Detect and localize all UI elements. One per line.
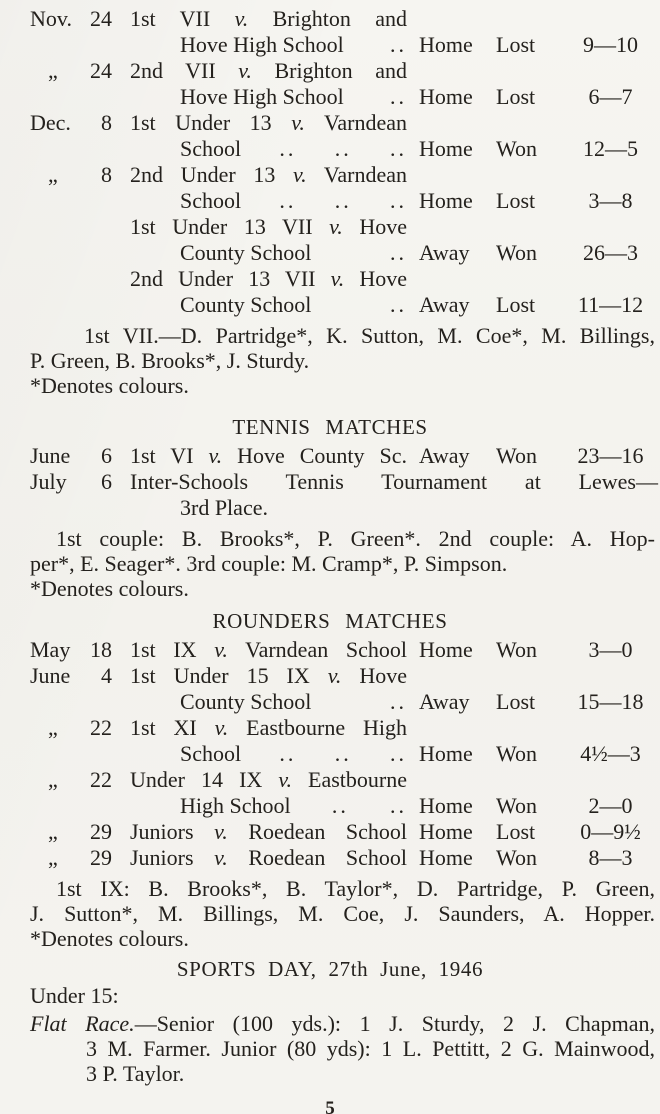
match-description-continued — [130, 32, 407, 58]
date-day: 4 — [101, 663, 112, 688]
match-row — [0, 110, 660, 162]
dot-leader: .. — [279, 741, 297, 766]
dot-leader: .. — [279, 136, 297, 161]
date-day: 29 — [90, 819, 112, 844]
date-day: 6 — [101, 469, 112, 494]
date-day: 24 — [90, 58, 112, 83]
match-description-text: County School — [180, 240, 312, 265]
dot-leader: .. — [390, 689, 407, 714]
match-row — [0, 845, 660, 871]
result-cell: Won — [496, 240, 538, 265]
match-description: 2nd VII v. Brighton and — [130, 58, 407, 83]
sports-day-section — [0, 956, 660, 1086]
venue-cell: Away — [419, 443, 470, 468]
colours-note: *Denotes colours. — [30, 926, 189, 951]
match-description-text: School — [180, 188, 242, 213]
team-note — [0, 323, 660, 398]
date-month: June — [30, 443, 71, 468]
result-cell: Won — [496, 845, 538, 870]
flat-race-line: Flat Race.—Senior (100 yds.): 1 J. Sturdy, 2 J. Chapman, — [30, 1011, 655, 1036]
match-description-continued — [130, 84, 407, 110]
ditto-mark: „ — [48, 162, 59, 187]
match-description-continued — [130, 793, 407, 819]
match-description: 2nd Under 13 v. Varndean — [130, 162, 408, 187]
venue-cell: Away — [419, 292, 470, 317]
venue-cell: Home — [419, 845, 473, 870]
ditto-mark: „ — [48, 819, 59, 844]
match-description-continued — [130, 240, 407, 266]
ditto-mark: „ — [48, 767, 59, 792]
match-description: 1st Under 15 IX v. Hove — [130, 663, 407, 688]
score-cell: 6—7 — [588, 84, 633, 109]
colours-note: *Denotes colours. — [30, 576, 189, 601]
venue-cell: Home — [419, 32, 473, 57]
match-description: 1st IX v. Varndean School — [130, 637, 407, 662]
match-row — [0, 767, 660, 819]
date-day: 22 — [90, 715, 112, 740]
result-cell: Won — [496, 741, 538, 766]
dot-leader: .. — [331, 793, 349, 818]
venue-cell: Away — [419, 689, 470, 714]
match-description-continued — [130, 136, 407, 162]
score-cell: 12—5 — [583, 136, 638, 161]
team-note-line: 1st couple: B. Brooks*, P. Green*. 2nd couple: A. Hop- — [56, 526, 655, 551]
match-description-text: School — [180, 741, 242, 766]
match-row — [0, 715, 660, 767]
team-note — [0, 876, 660, 951]
date-day: 8 — [101, 162, 112, 187]
section-heading: ROUNDERS MATCHES — [212, 609, 448, 633]
match-row — [0, 469, 660, 521]
match-description-continued — [130, 188, 407, 214]
match-row — [0, 443, 660, 469]
match-description: Inter-Schools Tennis Tournament at Lewes— — [130, 469, 658, 494]
match-description-text: High School — [180, 793, 291, 818]
score-cell: 9—10 — [583, 32, 638, 57]
flat-race-results — [0, 1011, 660, 1086]
dot-leader: .. — [334, 136, 352, 161]
team-note-line: P. Green, B. Brooks*, J. Sturdy. — [30, 348, 310, 373]
date-day: 6 — [101, 443, 112, 468]
rounders-results-table — [0, 637, 660, 871]
date-month: June — [30, 663, 71, 688]
match-description: Juniors v. Roedean School — [130, 845, 407, 870]
match-description: 1st Under 13 v. Varndean — [130, 110, 408, 135]
dot-leader: .. — [390, 240, 407, 265]
match-row — [0, 162, 660, 214]
dot-leader: .. — [390, 793, 407, 818]
venue-cell: Home — [419, 793, 473, 818]
result-cell: Lost — [496, 188, 536, 213]
result-cell: Won — [496, 637, 538, 662]
date-month: July — [30, 469, 67, 494]
score-cell: 3—0 — [588, 637, 633, 662]
match-row — [0, 819, 660, 845]
match-description: Under 14 IX v. Eastbourne — [130, 767, 407, 792]
match-description: 1st VII v. Brighton and — [130, 6, 407, 31]
dot-leader: .. — [389, 188, 407, 213]
dot-leader: .. — [334, 188, 352, 213]
dot-leader: .. — [390, 32, 407, 57]
match-description-continued — [130, 689, 407, 715]
date-day: 22 — [90, 767, 112, 792]
score-cell: 3—8 — [588, 188, 633, 213]
page-number: 5 — [325, 1098, 335, 1114]
venue-cell: Home — [419, 741, 473, 766]
match-description: 2nd Under 13 VII v. Hove — [130, 266, 408, 291]
dot-leader: .. — [334, 741, 352, 766]
venue-cell: Home — [419, 637, 473, 662]
team-note-line: 1st IX: B. Brooks*, B. Taylor*, D. Partridge, P. Green, — [56, 876, 655, 901]
team-note-line: 1st VII.—D. Partridge*, K. Sutton, M. Coe*, M. Billings, — [84, 323, 655, 348]
netball-results-table — [0, 6, 660, 398]
dot-leader: .. — [389, 741, 407, 766]
dot-leader: .. — [279, 188, 297, 213]
match-row — [0, 58, 660, 110]
score-cell: 0—9½ — [580, 819, 641, 844]
date-month: May — [30, 637, 71, 662]
match-row — [0, 637, 660, 663]
match-description: Juniors v. Roedean School — [130, 819, 407, 844]
match-description-continued — [130, 292, 407, 318]
venue-cell: Home — [419, 188, 473, 213]
match-description-text: Hove High School — [180, 84, 344, 109]
rounders-section — [0, 608, 660, 951]
score-cell: 2—0 — [588, 793, 633, 818]
dot-leader: .. — [389, 136, 407, 161]
venue-cell: Away — [419, 240, 470, 265]
venue-cell: Home — [419, 819, 473, 844]
result-cell: Won — [496, 136, 538, 161]
match-description: 1st XI v. Eastbourne High — [130, 715, 407, 740]
match-description-text: School — [180, 136, 242, 161]
match-description-text: 3rd Place. — [180, 495, 268, 520]
match-description-text: County School — [180, 689, 312, 714]
match-row — [0, 6, 660, 58]
tennis-results-table — [0, 443, 660, 521]
match-description-continued — [130, 495, 407, 521]
venue-cell: Home — [419, 136, 473, 161]
ditto-mark: „ — [48, 58, 59, 83]
date-month: Dec. — [30, 110, 71, 135]
match-description-text: County School — [180, 292, 312, 317]
score-cell: 26—3 — [583, 240, 638, 265]
team-note-line: per*, E. Seager*. 3rd couple: M. Cramp*, P. Simpson. — [30, 551, 508, 576]
result-cell: Lost — [496, 84, 536, 109]
section-heading: TENNIS MATCHES — [232, 415, 428, 439]
date-month: Nov. — [30, 6, 72, 31]
ditto-mark: „ — [48, 845, 59, 870]
result-cell: Lost — [496, 292, 536, 317]
result-cell: Won — [496, 793, 538, 818]
result-cell: Lost — [496, 32, 536, 57]
match-description-continued — [130, 741, 407, 767]
match-row — [0, 214, 660, 266]
match-row — [0, 663, 660, 715]
section-heading: SPORTS DAY, 27th June, 1946 — [176, 957, 484, 981]
match-description-text: Hove High School — [180, 32, 344, 57]
result-cell: Lost — [496, 819, 536, 844]
result-cell: Won — [496, 443, 538, 468]
score-cell: 11—12 — [577, 292, 644, 317]
match-description: 1st Under 13 VII v. Hove — [130, 214, 407, 239]
date-day: 24 — [90, 6, 112, 31]
score-cell: 23—16 — [577, 443, 644, 468]
date-day: 8 — [101, 110, 112, 135]
age-group-subheading: Under 15: — [30, 983, 119, 1008]
tennis-section — [0, 414, 660, 601]
flat-race-line: 3 P. Taylor. — [86, 1061, 185, 1086]
match-row — [0, 266, 660, 318]
dot-leader: .. — [390, 292, 407, 317]
match-description: 1st VI v. Hove County Sc. — [130, 443, 407, 468]
ditto-mark: „ — [48, 715, 59, 740]
dot-leader: .. — [390, 84, 407, 109]
date-day: 18 — [90, 637, 112, 662]
score-cell: 8—3 — [588, 845, 633, 870]
colours-note: *Denotes colours. — [30, 373, 189, 398]
flat-race-line: 3 M. Farmer. Junior (80 yds): 1 L. Pettitt, 2 G. Mainwood, — [86, 1036, 655, 1061]
venue-cell: Home — [419, 84, 473, 109]
team-note — [0, 526, 660, 601]
team-note-line: J. Sutton*, M. Billings, M. Coe, J. Saunders, A. Hopper. — [30, 901, 655, 926]
score-cell: 15—18 — [577, 689, 644, 714]
date-day: 29 — [90, 845, 112, 870]
score-cell: 4½—3 — [580, 741, 641, 766]
result-cell: Lost — [496, 689, 536, 714]
